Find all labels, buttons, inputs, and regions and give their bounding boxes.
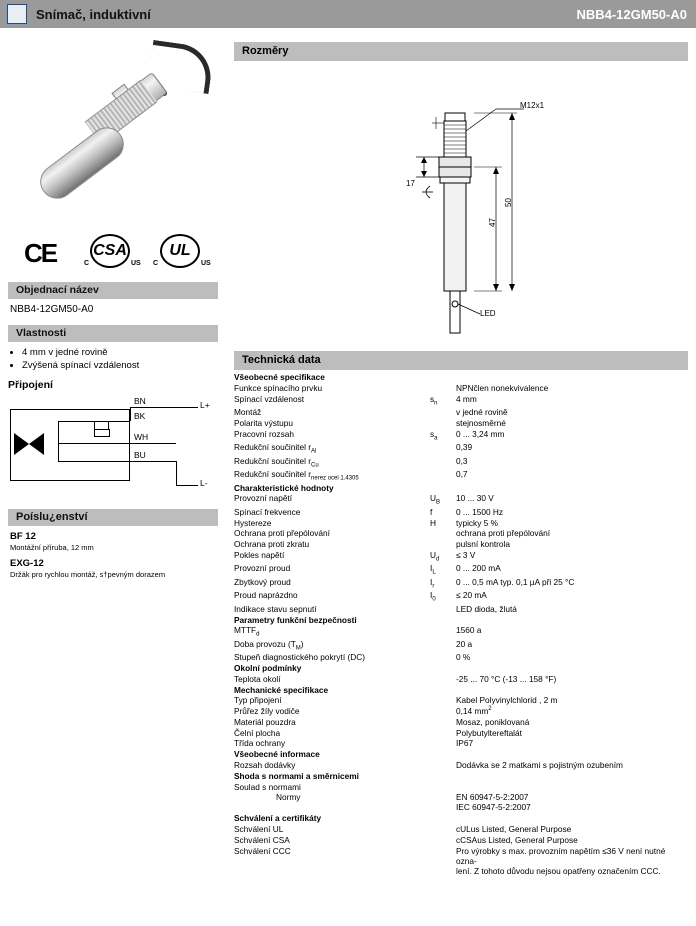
- row-label: Normy: [276, 792, 301, 803]
- row-value: IP67: [456, 738, 474, 749]
- group-title: Parametry funkční bezpečnosti: [234, 614, 357, 625]
- row-symbol: [430, 652, 456, 663]
- row-value: NPNčlen nonekvivalence: [456, 383, 549, 394]
- row-label: Pracovní rozsah: [234, 428, 294, 439]
- row-value: Kabel Polyvinylchlorid , 2 m: [456, 695, 558, 706]
- table-group-row: [234, 482, 688, 493]
- row-label: Montáž: [234, 407, 262, 418]
- row-label: Provozní proud: [234, 563, 291, 574]
- row-value: 0,3: [456, 455, 468, 466]
- table-row: [234, 563, 688, 576]
- ul-oval: [160, 234, 200, 268]
- accessory-desc: Držák pro rychlou montáž, s†pevným dorazem: [10, 570, 166, 579]
- table-row: [234, 507, 688, 518]
- row-value: LED dioda, žlutá: [456, 603, 517, 614]
- row-label: Typ připojení: [234, 695, 282, 706]
- csa-oval: [90, 234, 130, 268]
- table-row: [234, 469, 688, 482]
- dimensions-header: Rozměry: [234, 42, 688, 61]
- table-row: [234, 824, 688, 835]
- row-value: 0 ... 1500 Hz: [456, 506, 504, 517]
- wire-wh: [130, 443, 176, 444]
- row-symbol: [430, 625, 456, 638]
- table-group-row: [234, 614, 688, 625]
- table-row: [234, 625, 688, 638]
- row-symbol: [430, 407, 456, 418]
- group-title: Mechanické specifikace: [234, 684, 329, 695]
- page-title: Snímač, induktivní: [36, 6, 151, 22]
- row-label: Funkce spínacího prvku: [234, 383, 323, 394]
- row-symbol: [430, 792, 456, 813]
- group-title: Všeobecné informace: [234, 749, 320, 760]
- row-label: Zbytkový proud: [234, 576, 291, 587]
- table-row: [234, 760, 688, 771]
- row-symbol: $I_0$: [430, 590, 436, 604]
- row-label: Redukční součinitel $r_{Cu}$: [234, 455, 319, 469]
- row-value: 4 mm: [456, 393, 477, 404]
- ul-c: C: [153, 260, 159, 267]
- label-bn: BN: [134, 396, 146, 406]
- row-value: EN 60947-5-2:2007 IEC 60947-5-2:2007: [456, 792, 531, 813]
- group-title: Všeobecné specifikace: [234, 372, 325, 383]
- row-label: Redukční součinitel $r_{nerez ocel 1.4305}$: [234, 469, 359, 482]
- table-row: [234, 727, 688, 738]
- label-wh: WH: [134, 432, 149, 442]
- row-label: Ochrana proti přepólování: [234, 528, 330, 539]
- csa-c: C: [84, 260, 90, 267]
- dim-47-label: 47: [487, 218, 497, 227]
- right-column: [226, 28, 696, 926]
- list-item: • Zvýšená spínací vzdálenost: [22, 360, 226, 371]
- row-label: Teplota okolí: [234, 673, 281, 684]
- row-value: 0 ... 200 mA: [456, 563, 501, 574]
- group-title: Schválení a certifikáty: [234, 813, 322, 824]
- row-label: Spínací frekvence: [234, 506, 301, 517]
- group-title: Shoda s normami a směrnicemi: [234, 770, 359, 781]
- row-label: Třída ochrany: [234, 738, 286, 749]
- row-value: v jedné rovině: [456, 407, 508, 418]
- dimension-svg: [234, 61, 688, 341]
- row-symbol: [430, 706, 456, 717]
- table-row: [234, 781, 688, 792]
- accessory-desc: Montážní příruba, 12 mm: [10, 543, 94, 552]
- table-group-row: [234, 372, 688, 383]
- tech-table: [234, 372, 688, 876]
- row-symbol: $s_a$: [430, 428, 438, 442]
- product-photo: [0, 28, 226, 228]
- accessory-name: BF 12: [10, 531, 36, 542]
- accessories-header: Poíslu¿enství: [8, 509, 218, 526]
- row-symbol: [430, 673, 456, 684]
- table-row: [234, 845, 688, 876]
- ce-mark-icon: CE: [24, 238, 57, 268]
- table-row: [234, 455, 688, 468]
- row-symbol: [430, 834, 456, 845]
- row-label: Pokles napětí: [234, 550, 285, 561]
- group-title: Okolní podmínky: [234, 663, 302, 674]
- table-row: [234, 429, 688, 442]
- wire-bottom: [58, 461, 130, 462]
- table-row: [234, 539, 688, 550]
- table-row: [234, 442, 688, 455]
- row-value: Mosaz, poniklovaná: [456, 716, 530, 727]
- wire-top: [58, 421, 94, 422]
- row-label: Stupeň diagnostického pokrytí (DC): [234, 652, 365, 663]
- table-group-row: [234, 770, 688, 781]
- table-group-row: [234, 813, 688, 824]
- row-label: Schválení UL: [234, 823, 284, 834]
- part-number: NBB4-12GM50-A0: [576, 6, 687, 22]
- wire-mid: [58, 443, 92, 444]
- dimension-drawing: [234, 61, 688, 351]
- csa-letters: CSA: [93, 242, 127, 259]
- row-symbol: [430, 738, 456, 749]
- row-symbol: [430, 781, 456, 792]
- row-value: stejnosměrné: [456, 418, 506, 429]
- table-row: [234, 550, 688, 563]
- label-l-plus: L+: [200, 400, 210, 410]
- list-item: • 4 mm v jedné rovině: [22, 347, 226, 358]
- row-value: cCSAus Listed, General Purpose: [456, 834, 578, 845]
- table-row: [234, 418, 688, 429]
- row-symbol: [430, 442, 456, 455]
- row-value: Polybutyltereftalát: [456, 727, 522, 738]
- row-label: Spínací vzdálenost: [234, 393, 305, 404]
- table-row: [234, 717, 688, 728]
- wiring-diagram: [8, 397, 218, 501]
- row-value: typicky 5 %: [456, 517, 498, 528]
- row-label: Polarita výstupu: [234, 418, 294, 429]
- table-row: [234, 407, 688, 418]
- approval-marks: [0, 228, 226, 282]
- row-value: 0,7: [456, 469, 468, 480]
- row-symbol: [430, 638, 456, 651]
- features-list: [0, 347, 226, 371]
- row-label: Schválení CCC: [234, 845, 291, 856]
- row-value: Pro výrobky s max. provozním napětím ≤36 V není nutné ozna- lení. Z tohoto důvodu nejsou opatřeny označením CCC.: [456, 845, 666, 876]
- order-designation-value: NBB4-12GM50-A0: [10, 304, 94, 315]
- table-row: [234, 577, 688, 590]
- ul-mark-icon: [153, 234, 211, 274]
- table-group-row: [234, 684, 688, 695]
- wire-lminus-end: [176, 485, 198, 486]
- table-row: [234, 493, 688, 506]
- row-symbol: [430, 603, 456, 614]
- table-row: [234, 603, 688, 614]
- row-value: [456, 781, 688, 792]
- ul-us: US: [201, 260, 211, 267]
- table-row: [234, 738, 688, 749]
- sensor-body: [33, 121, 130, 206]
- row-symbol: [430, 695, 456, 706]
- row-label: Ochrana proti zkratu: [234, 539, 310, 550]
- table-row: [234, 792, 688, 813]
- technical-data-header: Technická data: [234, 351, 688, 370]
- label-bk: BK: [134, 411, 146, 421]
- label-bu: BU: [134, 450, 146, 460]
- row-label: Rozsah dodávky: [234, 760, 296, 771]
- table-row: [234, 383, 688, 394]
- row-value: 0 ... 3,24 mm: [456, 428, 505, 439]
- amplifier-triangle-icon: [14, 433, 29, 455]
- row-value: cULus Listed, General Purpose: [456, 823, 572, 834]
- table-group-row: [234, 663, 688, 674]
- dim-flats-label: 17: [406, 179, 415, 188]
- table-row: [234, 528, 688, 539]
- row-label: Soulad s normami: [234, 781, 301, 792]
- dim-50-label: 50: [503, 198, 513, 207]
- row-symbol: [430, 824, 456, 835]
- row-value: 1560 a: [456, 625, 482, 636]
- row-label: Provozní napětí: [234, 493, 293, 504]
- accessory-name: EXG-12: [10, 558, 44, 569]
- row-label: Průřez žíly vodiče: [234, 706, 300, 717]
- row-label: Redukční součinitel $r_{Al}$: [234, 442, 317, 456]
- group-title: Charakteristické hodnoty: [234, 482, 334, 493]
- amplifier-triangle-2-icon: [29, 433, 44, 455]
- ul-letters: UL: [169, 242, 191, 259]
- row-symbol: $U_d$: [430, 550, 440, 563]
- row-value: 0,39: [456, 442, 473, 453]
- table-row: [234, 638, 688, 651]
- row-label: Proud naprázdno: [234, 590, 298, 601]
- csa-us: US: [131, 260, 141, 267]
- row-value: -25 ... 70 °C (-13 ... 158 °F): [456, 673, 557, 684]
- row-symbol: [430, 760, 456, 771]
- row-value: 0,14 $mm^2$: [456, 706, 492, 717]
- row-value: 0 ... 0,5 mA typ. 0,1 µA při 25 °C: [456, 576, 575, 587]
- wire-lplus: [130, 407, 176, 408]
- page-header: [0, 0, 696, 28]
- row-symbol: [430, 727, 456, 738]
- row-symbol: [430, 845, 456, 876]
- row-label: Hystereze: [234, 517, 272, 528]
- row-label: Doba provozu $(T_M)$: [234, 638, 304, 652]
- left-column: [0, 28, 226, 926]
- order-designation-header: Objednací název: [8, 282, 218, 299]
- table-row: [234, 517, 688, 528]
- wire-sw1: [94, 421, 95, 429]
- table-row: [234, 706, 688, 717]
- row-value: ≤ 3 V: [456, 550, 476, 561]
- table-row: [234, 394, 688, 407]
- row-value: 10 ... 30 V: [456, 493, 494, 504]
- row-value: ≤ 20 mA: [456, 590, 487, 601]
- connection-header: Připojení: [8, 379, 53, 391]
- row-symbol: [430, 469, 456, 482]
- row-label: Schválení CSA: [234, 834, 290, 845]
- table-group-row: [234, 749, 688, 760]
- wire-vertical: [58, 421, 59, 461]
- csa-mark-icon: [84, 234, 141, 274]
- row-symbol: [430, 383, 456, 394]
- row-label: $MTTF_d$: [234, 625, 260, 639]
- label-l-minus: L-: [200, 478, 208, 488]
- switch-symbol: [94, 429, 110, 437]
- row-symbol: [430, 717, 456, 728]
- row-label: Materiál pouzdra: [234, 716, 296, 727]
- row-symbol: H: [430, 517, 436, 528]
- row-label: Indikace stavu sepnutí: [234, 603, 317, 614]
- wire-out-top: [130, 407, 131, 421]
- wire-lplus-end: [176, 407, 198, 408]
- wire-lminus-v: [176, 461, 177, 485]
- row-symbol: [430, 418, 456, 429]
- wire-top2: [94, 421, 130, 422]
- table-row: [234, 652, 688, 663]
- table-row: [234, 695, 688, 706]
- technical-data-table: [234, 372, 688, 876]
- table-row: [234, 834, 688, 845]
- row-value: 20 a: [456, 638, 473, 649]
- features-header: Vlastnosti: [8, 325, 218, 342]
- row-value: pulsní kontrola: [456, 539, 510, 550]
- dim-led-label: LED: [480, 309, 496, 318]
- wire-wh-in: [92, 443, 130, 444]
- row-label: Čelní plocha: [234, 727, 281, 738]
- row-value: 0 %: [456, 652, 471, 663]
- table-row: [234, 590, 688, 603]
- square-logo-icon: [7, 4, 27, 24]
- row-symbol: $U_B$: [430, 493, 441, 507]
- row-symbol: [430, 539, 456, 550]
- dim-thread-label: M12x1: [520, 101, 545, 110]
- row-symbol: $I_r$: [430, 576, 435, 590]
- wire-sw2: [108, 421, 109, 429]
- row-symbol: [430, 528, 456, 539]
- row-symbol: $I_L$: [430, 563, 436, 577]
- wire-lminus-h: [130, 461, 176, 462]
- row-value: ochrana proti přepólování: [456, 528, 551, 539]
- row-value: Dodávka se 2 matkami s pojistným ozubením: [456, 760, 623, 771]
- row-symbol: [430, 455, 456, 468]
- row-symbol: f: [430, 506, 433, 517]
- row-symbol: $s_n$: [430, 393, 438, 407]
- table-row: [234, 673, 688, 684]
